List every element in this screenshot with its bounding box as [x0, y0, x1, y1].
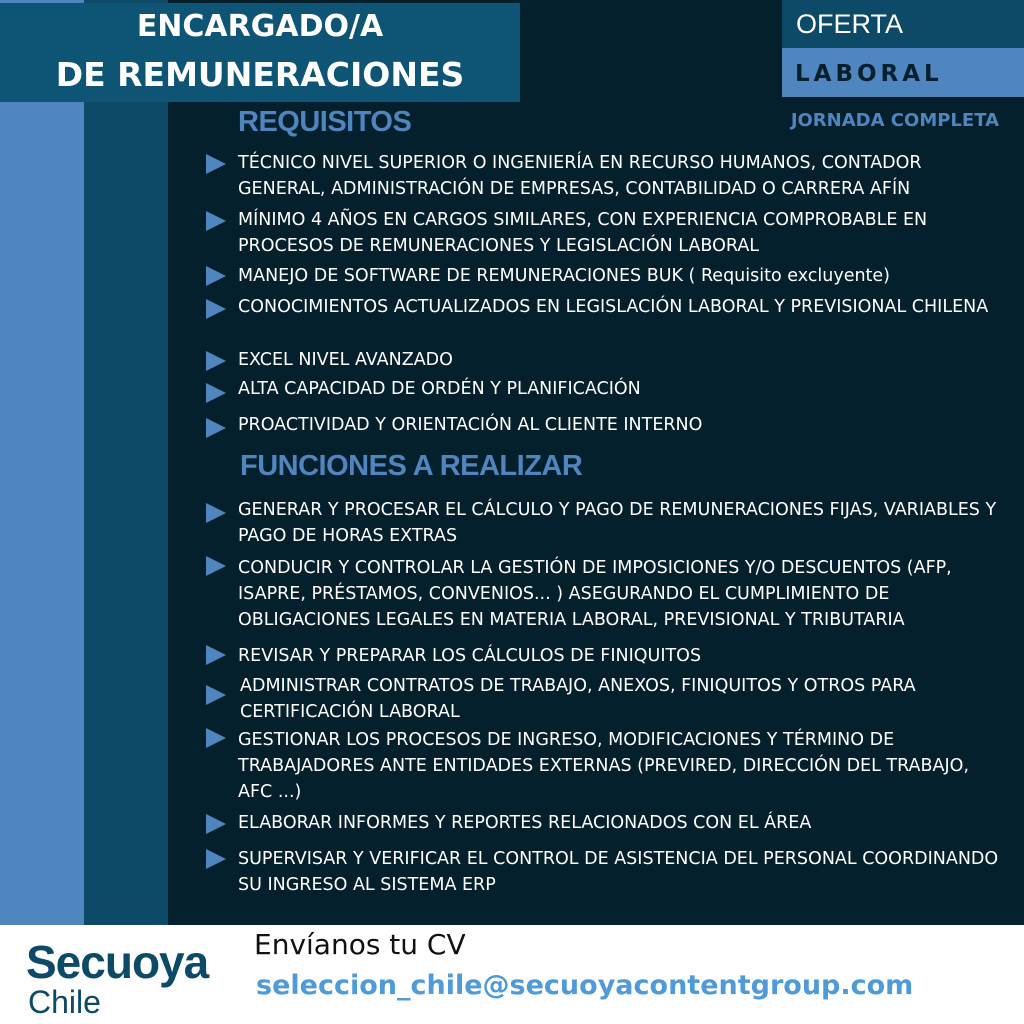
requisito-text: MÍNIMO 4 AÑOS EN CARGOS SIMILARES, CON EXPERIENCIA COMPROBABLE EN PROCESOS DE REMUNERACIONES Y LEGISLACIÓN LABORAL — [238, 210, 928, 256]
requisitos-heading: REQUISITOS — [238, 106, 412, 138]
jornada-label: JORNADA COMPLETA — [790, 110, 999, 131]
arrow-bullet-icon — [206, 849, 226, 869]
funcion-text: REVISAR Y PREPARAR LOS CÁLCULOS DE FINIQUITOS — [238, 646, 702, 666]
requisito-text: MANEJO DE SOFTWARE DE REMUNERACIONES BUK ( Requisito excluyente) — [238, 266, 891, 286]
job-title-line-2: DE REMUNERACIONES — [55, 55, 465, 94]
arrow-bullet-icon — [206, 814, 226, 834]
arrow-bullet-icon — [206, 266, 226, 286]
requisito-text: EXCEL NIVEL AVANZADO — [238, 350, 453, 370]
arrow-bullet-icon — [206, 728, 226, 748]
arrow-bullet-icon — [206, 685, 226, 705]
funcion-item — [206, 727, 1006, 805]
funcion-text: CONDUCIR Y CONTROLAR LA GESTIÓN DE IMPOSICIONES Y/O DESCUENTOS (AFP, ISAPRE, PRÉSTAMOS, CONVENIOS... ) ASEGURANDO EL CUMPLIMIENTO DE OBLIGACIONES LEGALES EN MATERIA LABORAL, PREVISIONAL Y TRIBUTARIA — [238, 558, 952, 630]
send-cv-label: Envíanos tu CV — [254, 928, 466, 961]
funcion-text: ELABORAR INFORMES Y REPORTES RELACIONADOS CON EL ÁREA — [238, 813, 812, 833]
arrow-bullet-icon — [206, 154, 226, 174]
funcion-item — [206, 810, 1006, 836]
requisito-text: TÉCNICO NIVEL SUPERIOR O INGENIERÍA EN RECURSO HUMANOS, CONTADOR GENERAL, ADMINISTRACIÓN DE EMPRESAS, CONTABILIDAD O CARRERA AFÍN — [238, 153, 922, 199]
requisito-item — [206, 347, 1006, 373]
funcion-item — [206, 643, 1006, 669]
logo-wordmark: Secuoya — [26, 936, 209, 988]
requisito-item — [206, 150, 1006, 202]
secuoya-logo — [26, 936, 209, 1020]
arrow-bullet-icon — [206, 351, 226, 371]
funcion-item — [206, 846, 1006, 898]
requisito-item — [206, 376, 1006, 402]
funciones-heading: FUNCIONES A REALIZAR — [240, 450, 583, 482]
laboral-badge: LABORAL — [782, 48, 1024, 97]
requisito-text: ALTA CAPACIDAD DE ORDÉN Y PLANIFICACIÓN — [238, 379, 641, 399]
arrow-bullet-icon — [206, 299, 226, 319]
arrow-bullet-icon — [206, 418, 226, 438]
arrow-bullet-icon — [206, 503, 226, 523]
funcion-item — [206, 497, 1006, 549]
job-title-line-1: ENCARGADO/A — [136, 9, 384, 44]
requisito-item — [206, 207, 1006, 259]
left-stripe-dark — [84, 0, 168, 925]
oferta-badge: OFERTA — [782, 0, 1024, 48]
funcion-item — [206, 555, 1006, 633]
requisito-item — [206, 263, 1006, 289]
funcion-text: GENERAR Y PROCESAR EL CÁLCULO Y PAGO DE REMUNERACIONES FIJAS, VARIABLES Y PAGO DE HORAS EXTRAS — [238, 500, 997, 546]
funcion-text: GESTIONAR LOS PROCESOS DE INGRESO, MODIFICACIONES Y TÉRMINO DE TRABAJADORES ANTE ENTIDADES EXTERNAS (PREVIRED, DIRECCIÓN DEL TRABAJO, AFC ...) — [238, 730, 970, 802]
arrow-bullet-icon — [206, 645, 226, 665]
arrow-bullet-icon — [206, 211, 226, 231]
funcion-text: ADMINISTRAR CONTRATOS DE TRABAJO, ANEXOS, FINIQUITOS Y OTROS PARA CERTIFICACIÓN LABORAL — [240, 676, 916, 722]
arrow-bullet-icon — [206, 556, 226, 576]
job-title-banner — [0, 3, 520, 102]
requisito-item — [206, 412, 1006, 438]
requisito-text: CONOCIMIENTOS ACTUALIZADOS EN LEGISLACIÓN LABORAL Y PREVISIONAL CHILENA — [238, 297, 989, 317]
requisito-text: PROACTIVIDAD Y ORIENTACIÓN AL CLIENTE INTERNO — [238, 415, 703, 435]
left-stripe-light — [0, 0, 84, 925]
logo-subtitle: Chile — [28, 984, 101, 1020]
funcion-text: SUPERVISAR Y VERIFICAR EL CONTROL DE ASISTENCIA DEL PERSONAL COORDINANDO SU INGRESO AL SISTEMA ERP — [238, 849, 999, 895]
contact-email-link[interactable]: seleccion_chile@secuoyacontentgroup.com — [256, 970, 914, 1001]
requisito-item — [206, 294, 1006, 320]
arrow-bullet-icon — [206, 383, 226, 403]
funcion-item — [206, 673, 1006, 725]
footer — [0, 925, 1024, 1024]
